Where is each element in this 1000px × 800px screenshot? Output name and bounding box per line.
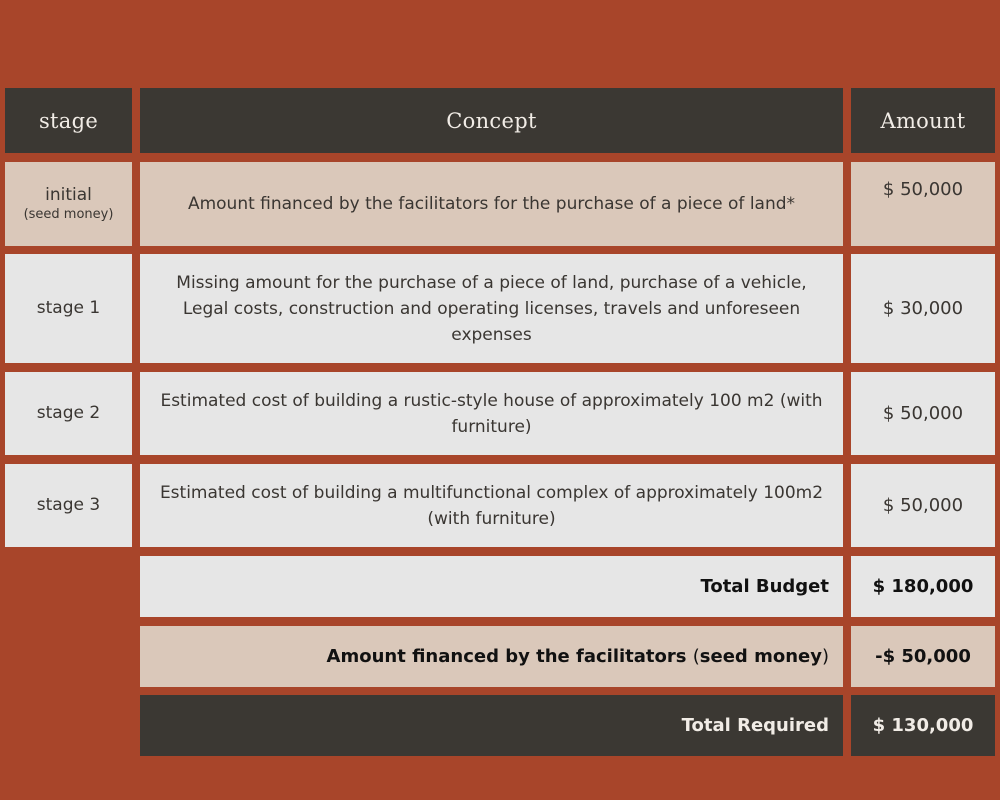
amount-value: $ 50,000	[882, 495, 964, 516]
concept-text: Amount financed by the facilitators for the purchase of a piece of land*	[187, 194, 796, 214]
total-budget-amount: $ 180,000	[872, 576, 974, 597]
financed-label-text: Amount financed by the facilitators	[326, 646, 687, 667]
header-concept	[140, 88, 843, 153]
concept-text: Estimated cost of building a multifunctional complex of approximately 100m2 (with furniture)	[159, 482, 824, 529]
amount-value: $ 50,000	[882, 403, 964, 424]
stage-cell-2	[5, 372, 132, 455]
concept-cell-initial	[140, 162, 843, 246]
stage-label: stage 1	[36, 297, 101, 318]
total-budget-label-cell	[140, 556, 843, 617]
total-budget-amount-cell	[851, 556, 995, 617]
amount-cell-initial	[851, 162, 995, 246]
financed-paren-open: (	[692, 646, 700, 667]
financed-note: seed money	[699, 646, 822, 667]
header-stage	[5, 88, 132, 153]
amount-value: $ 30,000	[882, 298, 964, 319]
concept-cell-2	[140, 372, 843, 455]
concept-text: Estimated cost of building a rustic-style house of approximately 100 m2 (with furniture)	[160, 390, 823, 437]
concept-cell-1	[140, 254, 843, 363]
concept-cell-3	[140, 464, 843, 547]
amount-cell-3	[851, 464, 995, 547]
stage-cell-initial	[5, 162, 132, 246]
financed-paren-close: )	[821, 646, 829, 667]
total-required-amount: $ 130,000	[872, 715, 974, 736]
concept-text: Missing amount for the purchase of a piece of land, purchase of a vehicle, Legal costs, construction and operating licenses, travels and unforeseen expenses	[176, 272, 807, 345]
stage-label: stage 2	[36, 402, 101, 423]
financed-label-cell	[140, 626, 843, 687]
header-concept-label: Concept	[446, 108, 537, 133]
header-amount-label: Amount	[880, 108, 966, 133]
stage-label: initial	[45, 185, 92, 206]
header-stage-label: stage	[38, 108, 99, 133]
total-required-label: Total Required	[681, 715, 829, 736]
total-budget-label: Total Budget	[700, 576, 829, 597]
total-required-amount-cell	[851, 695, 995, 756]
amount-cell-2	[851, 372, 995, 455]
financed-amount: -$ 50,000	[875, 646, 971, 667]
total-required-label-cell	[140, 695, 843, 756]
stage-cell-3	[5, 464, 132, 547]
financed-amount-cell	[851, 626, 995, 687]
stage-note: (seed money)	[23, 206, 114, 222]
stage-cell-1	[5, 254, 132, 363]
stage-label: stage 3	[36, 494, 101, 515]
amount-cell-1	[851, 254, 995, 363]
amount-value: $ 50,000	[882, 179, 964, 200]
financed-label	[327, 646, 829, 667]
header-amount	[851, 88, 995, 153]
